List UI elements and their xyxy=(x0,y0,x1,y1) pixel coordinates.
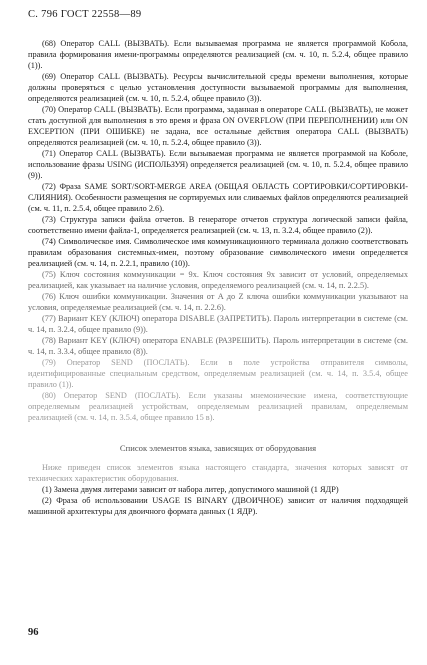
page-number: 96 xyxy=(28,627,39,638)
document-body xyxy=(28,38,408,517)
section-title: Список элементов языка, зависящих от оборудования xyxy=(119,443,317,453)
section-intro: Ниже приведен список элементов языка настоящего стандарта, значения которых зависят от технических характеристик оборудования. xyxy=(28,463,408,483)
paragraph-75: (75) Ключ состояния коммуникации = 9x. Ключ состояния 9x зависит от условий, определяемых реализацией, как указывает на наличие условия, определяемого реализацией (см. ч. 14, п. 2.2.5). xyxy=(28,270,408,290)
hw-item-1: (1) Замена двумя литерами зависит от набора литер, допустимого машиной (1 ЯДР) xyxy=(42,485,339,494)
paragraph-76: (76) Ключ ошибки коммуникации. Значения от A до Z ключа ошибки коммуникации указывают на условия, определяемые реализацией (см. ч. 14, п. 2.2.6). xyxy=(28,292,408,312)
paragraph-74: (74) Символическое имя. Символическое имя коммуникационного терминала должно соответствовать правилам образования системных-имен, поэтому образование символического имени определяется реализацией (см. ч. 14, п. 2.2.1, правило (10)). xyxy=(28,237,408,268)
paragraph-78: (78) Вариант KEY (КЛЮЧ) оператора ENABLE (РАЗРЕШИТЬ). Пароль интерпретации в системе (см. ч. 14, п. 3.3.4, общее правило (8)). xyxy=(28,336,408,356)
paragraph-73: (73) Структура записи файла отчетов. В генераторе отчетов структура логической записи файла, соответственно имени файла-1, определяется реализацией (см. ч. 13, п. 3.2.4, общее правило (2)). xyxy=(28,215,408,235)
paragraph-72: (72) Фраза SAME SORT/SORT-MERGE AREA (ОБЩАЯ ОБЛАСТЬ СОРТИРОВКИ/СОРТИРОВКИ-СЛИЯНИЯ). Особенности размещения не сортируемых или сливаемых файлов определяются реализацией (см. ч. 11, п. 2.5.4, общее правило 2.6). xyxy=(28,182,408,213)
paragraph-77: (77) Вариант KEY (КЛЮЧ) оператора DISABLE (ЗАПРЕТИТЬ). Пароль интерпретации в системе (см. ч. 14, п. 3.2.4, общее правило (9)). xyxy=(28,314,408,334)
paragraph-80: (80) Оператор SEND (ПОСЛАТЬ). Если указаны мнемонические имена, соответствующие определяемым реализацией устройствам, определяемым реализацией правилам, определяемым реализацией (см. ч. 14, п. 3.5.4, общее правило 15 в). xyxy=(28,391,408,422)
paragraph-70: (70) Оператор CALL (ВЫЗВАТЬ). Если программа, заданная в операторе CALL (ВЫЗВАТЬ), не может стать доступной для выполнения в это время и фраза ON OVERFLOW (ПРИ ПЕРЕПОЛНЕНИИ) или ON EXCEPTION (ПРИ ОШИБКЕ) не задана, все остальные действия оператора CALL (ВЫЗВАТЬ) определяются реализацией (см. ч. 10, п. 5.2.4, общее правило (3)). xyxy=(28,105,408,147)
page-header: С. 796 ГОСТ 22558—89 xyxy=(28,9,142,20)
paragraph-68: (68) Оператор CALL (ВЫЗВАТЬ). Если вызываемая программа не является программой Кобола, правила формирования имени-программы определяются реализацией (см. ч. 10, п. 5.2.4, общее правило (1)). xyxy=(28,39,408,70)
paragraph-69: (69) Оператор CALL (ВЫЗВАТЬ). Ресурсы вычислительной среды времени выполнения, которые должны проверяться с целью установления доступности вызываемой программы для выполнения, определяются реализацией (см. ч. 10, п. 5.2.4, общее правило (3)). xyxy=(28,72,408,103)
paragraph-71: (71) Оператор CALL (ВЫЗВАТЬ). Если вызываемая программа не является программой на Коболе, использование фразы USING (ИСПОЛЬЗУЯ) определяется реализацией (см. ч. 10, п. 5.2.4, общее правило (9)). xyxy=(28,149,408,180)
paragraph-79: (79) Оператор SEND (ПОСЛАТЬ). Если в поле устройства отправителя символы, идентифицированные специальным средством, определяемым реализацией (см. ч. 14, п. 3.5.4, общее правило (1)). xyxy=(28,358,408,389)
hw-item-2: (2) Фраза об использовании USAGE IS BINARY (ДВОИЧНОЕ) зависит от наличия подходящей машинной архитектуры для двоичного формата данных (1 ЯДР). xyxy=(28,496,408,516)
